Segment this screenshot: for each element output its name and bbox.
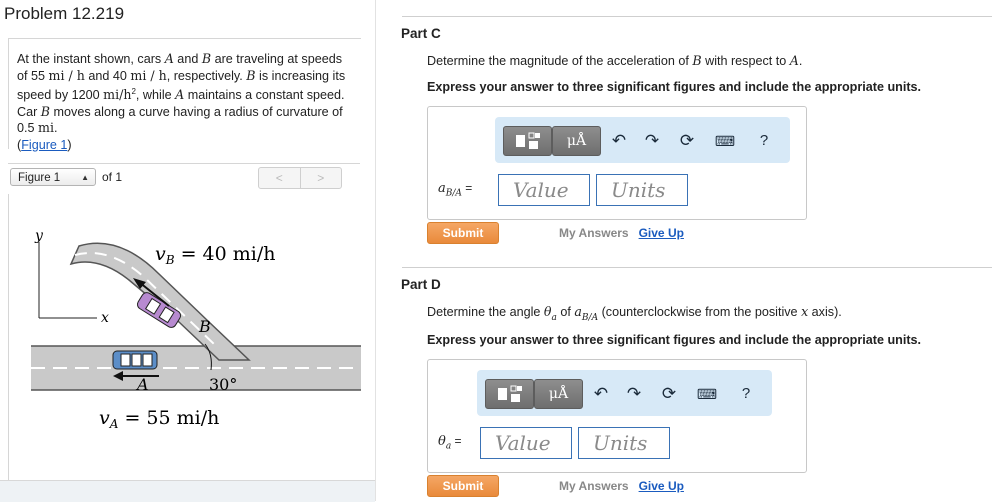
templates-button[interactable] xyxy=(503,126,552,156)
part-c-title: Part C xyxy=(401,26,441,41)
angle-label: 30° xyxy=(209,375,238,394)
keyboard-icon[interactable]: ⌨ xyxy=(714,133,736,149)
car-a-label: A xyxy=(137,375,149,394)
figure-nav-bar xyxy=(8,163,360,194)
figure-link[interactable]: Figure 1 xyxy=(21,137,68,152)
next-figure-button[interactable]: > xyxy=(317,171,325,185)
divider xyxy=(402,16,992,17)
parts-panel xyxy=(376,0,997,501)
figure-pager xyxy=(258,167,342,189)
templates-icon xyxy=(514,131,542,151)
part-d-my-answers-link[interactable]: My Answers xyxy=(559,479,629,493)
part-c-variable-label: $a_{B/A}$ = xyxy=(438,181,473,199)
panel-footer xyxy=(0,480,375,502)
help-icon[interactable]: ? xyxy=(741,385,751,402)
problem-panel xyxy=(0,0,376,501)
part-c-value-input[interactable]: Value xyxy=(498,174,590,206)
axis-x-label: x xyxy=(101,310,109,326)
help-icon[interactable]: ? xyxy=(759,132,769,149)
templates-button[interactable] xyxy=(485,379,534,409)
part-d-title: Part D xyxy=(401,277,441,292)
divider xyxy=(402,267,992,268)
undo-icon[interactable]: ↶ xyxy=(593,384,609,403)
va-label: $v_A = 55$ mi/h xyxy=(99,407,220,431)
select-arrows-icon: ▲ xyxy=(81,173,89,182)
part-d-toolbar xyxy=(477,370,772,416)
part-c-links xyxy=(559,226,684,240)
reset-icon[interactable]: ⟳ xyxy=(661,384,677,403)
part-d-answer-box xyxy=(427,359,807,473)
reset-icon[interactable]: ⟳ xyxy=(679,131,695,150)
part-c-give-up-link[interactable]: Give Up xyxy=(638,226,684,240)
part-c-answer-box xyxy=(427,106,807,220)
part-c-question: Determine the magnitude of the acceleration of B with respect to A. xyxy=(427,53,803,68)
figure-count: of 1 xyxy=(102,170,123,184)
figure-image xyxy=(8,194,361,480)
templates-icon xyxy=(496,384,524,404)
part-c-instruction: Express your answer to three significant figures and include the appropriate units. xyxy=(427,80,922,94)
part-d-units-input[interactable]: Units xyxy=(578,427,670,459)
part-d-question: Determine the angle $\theta_a$ of $a_{B/A}$ (counterclockwise from the positive x axis). xyxy=(427,304,842,323)
redo-icon[interactable]: ↷ xyxy=(644,131,660,150)
part-d-variable-label: $\theta_a$ = xyxy=(438,434,462,452)
part-d-links xyxy=(559,479,684,493)
problem-statement: At the instant shown, cars A and B are traveling at speeds of 55 mi / h and 40 mi / h, respectively. B is increasing its speed by 1200 $mi/h^2$, while A maintains a constant speed. Car B moves along a curve having a radius of curvature of 0.5 mi. (Figure 1) xyxy=(17,51,346,152)
part-c-my-answers-link[interactable]: My Answers xyxy=(559,226,629,240)
part-c-units-input[interactable]: Units xyxy=(596,174,688,206)
keyboard-icon[interactable]: ⌨ xyxy=(696,386,718,402)
problem-title: Problem 12.219 xyxy=(4,4,125,23)
car-b-label: B xyxy=(199,317,211,336)
part-c-submit-button[interactable]: Submit xyxy=(427,222,499,244)
part-d-give-up-link[interactable]: Give Up xyxy=(638,479,684,493)
prev-figure-button[interactable]: < xyxy=(259,168,301,188)
figure-select[interactable]: Figure 1 ▲ xyxy=(10,168,96,186)
units-button[interactable]: μÅ xyxy=(552,126,601,156)
axis-y-label: y xyxy=(35,228,43,244)
undo-icon[interactable]: ↶ xyxy=(611,131,627,150)
part-d-value-input[interactable]: Value xyxy=(480,427,572,459)
car-a xyxy=(113,351,157,369)
part-d-submit-button[interactable]: Submit xyxy=(427,475,499,497)
units-button[interactable]: μÅ xyxy=(534,379,583,409)
part-d-instruction: Express your answer to three significant figures and include the appropriate units. xyxy=(427,333,922,347)
redo-icon[interactable]: ↷ xyxy=(626,384,642,403)
part-c-toolbar xyxy=(495,117,790,163)
vb-label: $v_B = 40$ mi/h xyxy=(155,243,276,267)
road-diagram xyxy=(9,194,361,480)
